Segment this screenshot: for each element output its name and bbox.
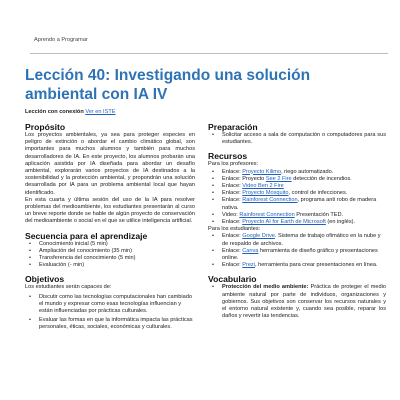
resource-prefix: Enlace: (222, 247, 243, 254)
resource-suffix: (en inglés). (325, 219, 356, 226)
resource-prefix: Enlace: (222, 262, 243, 269)
resource-suffix: herramienta de diseño gráfico y presentaciones online. (222, 247, 378, 262)
resource-suffix: . Sistema de trabajo ofimático en la nube y de respaldo de archivos. (222, 233, 381, 247)
resource-link[interactable]: Canva (242, 247, 259, 254)
estudiantes-list (208, 233, 386, 269)
vocabulario-list (208, 284, 386, 320)
list-item: • Ampliación del conocimiento (35 min) (25, 248, 195, 255)
page-title: Lección 40: Investigando una solución ambiental con IA IV (25, 67, 311, 103)
resource-link[interactable]: Proyecto Kilimo (242, 168, 282, 175)
list-item: • Solicitar acceso a sala de computación o computadores para sus estudiantes. (208, 132, 386, 146)
resource-prefix: Enlace: Proyecto (222, 175, 266, 182)
resource-link[interactable]: Rainforest Connection (242, 197, 298, 204)
resource-link[interactable]: Video Ben 2 Fire (242, 183, 284, 190)
resource-prefix: Enlace: (222, 168, 243, 175)
profesores-resource-item (208, 190, 386, 197)
header-label: Aprendo a Programar (34, 37, 88, 43)
resource-link[interactable]: Rainforest Connection (239, 211, 295, 218)
iste-link[interactable]: Ver en ISTE (85, 109, 116, 115)
objetivos-intro: Los estudiantes serán capaces de: (25, 284, 112, 291)
resource-suffix: , riego automatizado. (281, 168, 334, 175)
vocabulario-item (208, 284, 386, 320)
recursos-heading: Recursos (208, 151, 248, 162)
proposito-heading: Propósito (25, 122, 66, 132)
objetivos-list (25, 294, 195, 332)
preparacion-list (208, 132, 386, 146)
resource-suffix: , herramienta para crear presentaciones en línea. (254, 262, 378, 269)
resource-prefix: Enlace: (222, 190, 243, 197)
secuencia-heading: Secuencia para el aprendizaje (25, 230, 148, 241)
profesores-resource-item (208, 212, 386, 219)
resource-suffix: Presentación TED. (294, 211, 344, 218)
left-column (25, 122, 195, 332)
preparacion-heading: Preparación (208, 122, 258, 132)
vocabulario-term: Protección del medio ambiente: (222, 284, 309, 291)
right-column (208, 122, 386, 320)
profesores-label: Para los profesores: (208, 161, 259, 168)
estudiantes-resource-item (208, 262, 386, 269)
profesores-resource-item (208, 219, 386, 226)
resource-link[interactable]: Proyecto Mosquito (242, 190, 289, 197)
resource-prefix: Enlace: (222, 197, 243, 204)
secuencia-list (25, 241, 195, 270)
profesores-resource-item (208, 176, 386, 183)
connection-line (25, 109, 115, 115)
resource-link[interactable]: Google Drive (242, 233, 275, 240)
header-divider (30, 53, 388, 54)
profesores-resource-item (208, 183, 386, 190)
proposito-paragraph: Los proyectos ambientales, ya sea para proteger especies en peligro de extinción o abordar el cambio climático global, son importantes para muchos alumnos y también para muchos desarrolladores de IA. En este proyecto, los alumnos probarán una aplicación asistida por IA diseñada para abordar un desafío ambiental, explorarán varios proyectos de IA destinados a la sostenibilidad y la protección ambiental, y propondrán una solución desarrollada por IA para un problema ambiental local que hayan identificado. (25, 132, 195, 196)
resource-link[interactable]: Prezi (242, 262, 255, 269)
estudiantes-resource-item (208, 233, 386, 247)
resource-suffix: , control de infecciones. (288, 190, 348, 197)
list-item: • Evaluar las formas en que la informática impacta las prácticas personales, éticas, sociales, económicas y culturales. (25, 317, 195, 331)
vocabulario-heading: Vocabulario (208, 274, 257, 285)
connection-label: Lección con conexión (25, 109, 84, 115)
resource-prefix: Enlace: (222, 183, 243, 190)
list-item: • Evaluación (- min) (25, 262, 195, 269)
resource-suffix: , programa anti robo de madera nativa. (222, 197, 377, 211)
resource-suffix: detección de incendios. (291, 175, 352, 182)
resource-prefix: Video: (222, 211, 240, 218)
profesores-resource-item (208, 197, 386, 211)
list-item: • Discutir como las tecnologías computacionales han cambiado el mundo y expresar como esas tecnologías influencian y están influenciadas por prácticas culturales. (25, 294, 195, 316)
estudiantes-label: Para los estudiantes: (208, 226, 261, 233)
vocabulario-definition: Práctica de proteger el medio ambiente natural por parte de individuos, organizaciones y gobiernos. Sus objetivos son conservar los recursos naturales y el entorno natural existente y, cuando sea posible, reparar los daños y revertir las tendencias. (222, 284, 386, 320)
list-item: • Transferencia del conocimiento (5 min) (25, 255, 195, 262)
resource-link[interactable]: Proyecto AI for Earth de Microsoft (242, 219, 326, 226)
proposito-paragraph: En esta cuarta y última sesión del uso de la IA para resolver problemas del medioambiente, los estudiantes presentarán al curso un breve reporte donde se hable de algún proyecto de conservación del medioambiente o social en el que se utilice inteligencia artificial. (25, 196, 195, 225)
estudiantes-resource-item (208, 248, 386, 262)
resource-prefix: Enlace: (222, 233, 243, 240)
profesores-resource-item (208, 169, 386, 176)
list-item: • Conocimiento inicial (5 min) (25, 241, 195, 248)
objetivos-heading: Objetivos (25, 274, 65, 285)
resource-prefix: Enlace: (222, 219, 243, 226)
profesores-list (208, 169, 386, 227)
resource-link[interactable]: See 2 Fire (265, 175, 292, 182)
